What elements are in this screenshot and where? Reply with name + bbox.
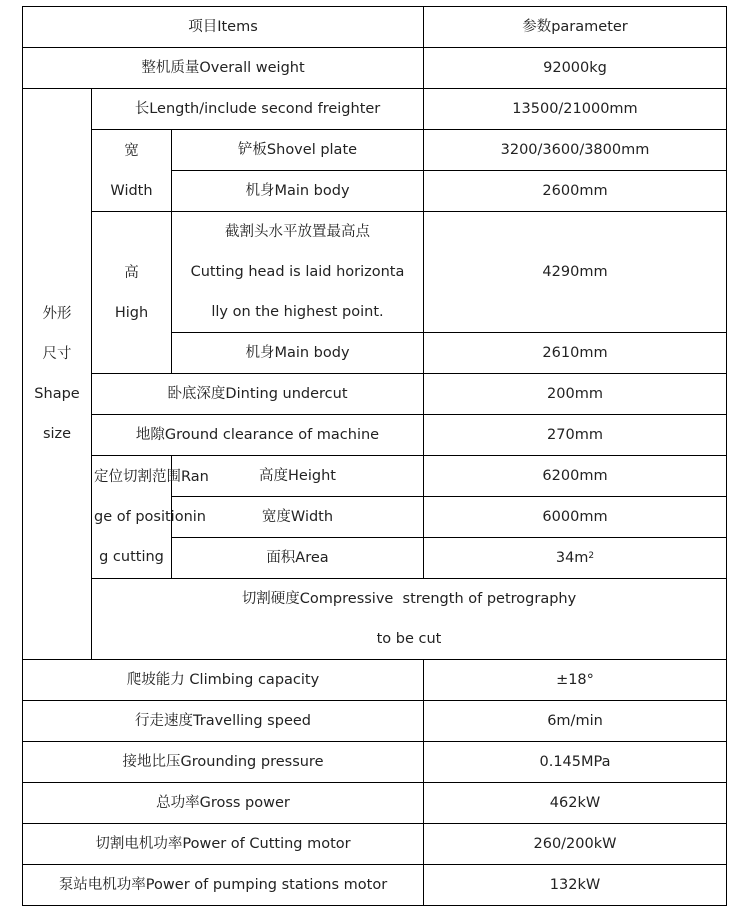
- high-label-line: 高: [124, 264, 139, 281]
- positioning-width-value: 6000mm: [424, 497, 727, 538]
- positioning-height-label: 高度Height: [172, 456, 424, 497]
- dinting-value: 200mm: [424, 374, 727, 415]
- high-label: [92, 212, 172, 374]
- dinting-label: 卧底深度Dinting undercut: [92, 374, 424, 415]
- shape-size-label: [23, 89, 92, 660]
- ground-clearance-value: 270mm: [424, 415, 727, 456]
- ground-clearance-label: 地隙Ground clearance of machine: [92, 415, 424, 456]
- overall-weight-label: 整机质量Overall weight: [23, 48, 424, 89]
- shape-size-line: 尺寸: [42, 346, 72, 362]
- gross-power-value: 462kW: [424, 783, 727, 824]
- high-main-body-value: 2610mm: [424, 333, 727, 374]
- area-number: 34m: [555, 550, 589, 566]
- high-label-line: High: [114, 304, 149, 321]
- width-main-body-value: 2600mm: [424, 171, 727, 212]
- cutting-head-value: 4290mm: [424, 212, 727, 333]
- gross-power-label: 总功率Gross power: [23, 783, 424, 824]
- climbing-row: [23, 660, 727, 701]
- positioning-line: g cutting: [99, 549, 164, 565]
- high-main-body-label: 机身Main body: [172, 333, 424, 374]
- overall-weight-row: [23, 48, 727, 89]
- cutting-motor-label: 切割电机功率Power of Cutting motor: [23, 824, 424, 865]
- positioning-line: ge of positionin: [94, 509, 206, 525]
- positioning-height-row: [23, 456, 727, 497]
- pumping-motor-label: 泵站电机功率Power of pumping stations motor: [23, 865, 424, 906]
- shape-size-line: size: [42, 426, 72, 442]
- length-row: [23, 89, 727, 130]
- compressive-line: to be cut: [376, 631, 442, 647]
- cutting-head-line: lly on the highest point.: [211, 304, 384, 320]
- header-row: [23, 7, 727, 48]
- width-shovel-row: [23, 130, 727, 171]
- travelling-label: 行走速度Travelling speed: [23, 701, 424, 742]
- cutting-head-line: Cutting head is laid horizonta: [190, 264, 405, 280]
- travelling-value: 6m/min: [424, 701, 727, 742]
- shape-size-line: 外形: [42, 306, 72, 322]
- climbing-label: 爬坡能力 Climbing capacity: [23, 660, 424, 701]
- width-label-line: Width: [110, 182, 153, 199]
- overall-weight-value: 92000kg: [424, 48, 727, 89]
- positioning-area-value: [424, 538, 727, 579]
- compressive-strength-row: [23, 579, 727, 660]
- positioning-area-label: 面积Area: [172, 538, 424, 579]
- gross-power-row: [23, 783, 727, 824]
- grounding-row: [23, 742, 727, 783]
- positioning-height-value: 6200mm: [424, 456, 727, 497]
- dinting-row: [23, 374, 727, 415]
- grounding-value: 0.145MPa: [424, 742, 727, 783]
- positioning-line: 定位切割范围Ran: [94, 469, 209, 485]
- positioning-width-label: 宽度Width: [172, 497, 424, 538]
- length-value: 13500/21000mm: [424, 89, 727, 130]
- shovel-plate-value: 3200/3600/3800mm: [424, 130, 727, 171]
- positioning-label: [92, 456, 209, 579]
- cutting-head-row: [23, 212, 727, 333]
- climbing-value: ±18°: [424, 660, 727, 701]
- width-label: [92, 130, 172, 212]
- width-main-body-label: 机身Main body: [172, 171, 424, 212]
- shovel-plate-label: 铲板Shovel plate: [172, 130, 424, 171]
- header-items: 项目Items: [23, 7, 424, 48]
- cutting-head-line: 截割头水平放置最高点: [225, 224, 370, 240]
- grounding-label: 接地比压Grounding pressure: [23, 742, 424, 783]
- header-parameter: 参数parameter: [424, 7, 727, 48]
- specification-table: [22, 6, 727, 906]
- cutting-motor-value: 260/200kW: [424, 824, 727, 865]
- compressive-strength-label: [92, 579, 727, 660]
- area-exponent: 2: [588, 551, 595, 561]
- length-label: 长Length/include second freighter: [92, 89, 424, 130]
- shape-size-line: Shape: [34, 386, 80, 402]
- width-label-line: 宽: [124, 142, 139, 159]
- travelling-row: [23, 701, 727, 742]
- cutting-motor-row: [23, 824, 727, 865]
- ground-clearance-row: [23, 415, 727, 456]
- pumping-motor-row: [23, 865, 727, 906]
- pumping-motor-value: 132kW: [424, 865, 727, 906]
- compressive-line: 切割硬度Compressive strength of petrography: [241, 591, 577, 607]
- cutting-head-label: [172, 212, 424, 333]
